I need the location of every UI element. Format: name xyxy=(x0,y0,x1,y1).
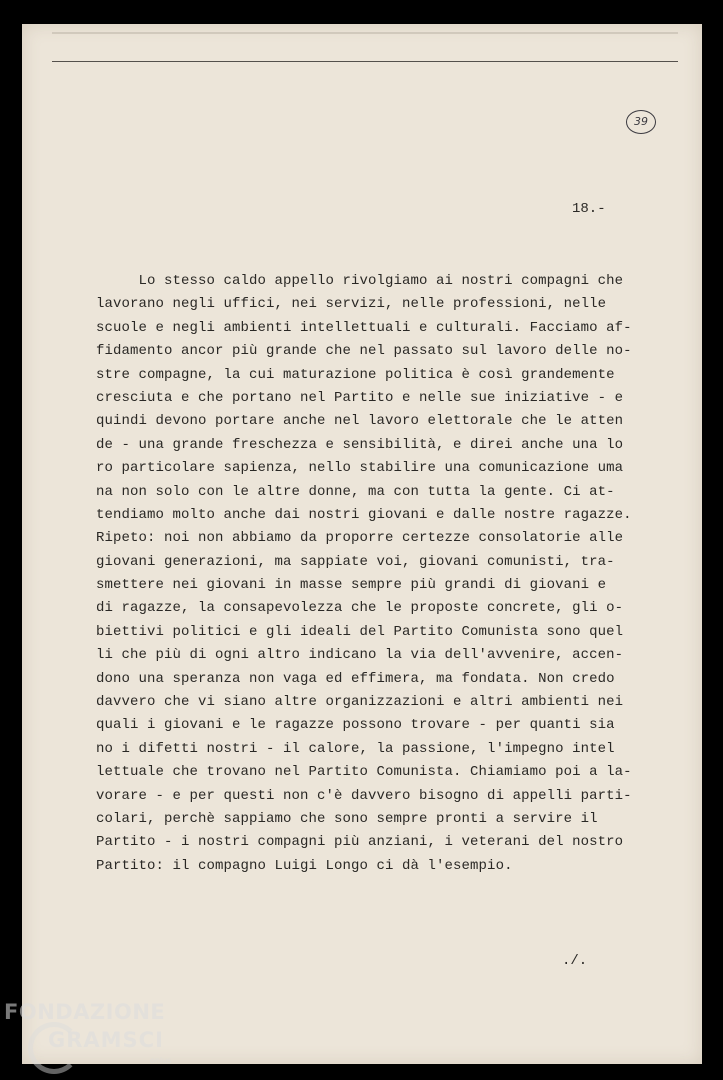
watermark-small-text: onlus xyxy=(150,1056,172,1065)
text-line: no i difetti nostri - il calore, la passione, l'impegno intel xyxy=(96,740,615,757)
text-line: fidamento ancor più grande che nel passato sul lavoro delle no- xyxy=(96,343,632,360)
text-line: smettere nei giovani in masse sempre più grandi di giovani e xyxy=(96,577,607,594)
watermark-line1: FONDAZIONE xyxy=(4,1000,166,1024)
text-line: cresciuta e che portano nel Partito e nelle sue iniziative - e xyxy=(96,389,624,406)
text-line: giovani generazioni, ma sappiate voi, giovani comunisti, tra- xyxy=(96,553,615,570)
text-line: Partito - i nostri compagni più anziani, i veterani del nostro xyxy=(96,834,624,851)
text-line: di ragazze, la consapevolezza che le proposte concrete, gli o- xyxy=(96,600,624,617)
text-line: biettivi politici e gli ideali del Partito Comunista sono quel xyxy=(96,623,624,640)
page-number: 18.- xyxy=(572,201,606,217)
text-line: scuole e negli ambienti intellettuali e culturali. Facciamo af- xyxy=(96,319,632,336)
archive-page-number: 39 xyxy=(626,110,656,134)
continuation-mark: ./. xyxy=(562,953,588,969)
text-line: na non solo con le altre donne, ma con tutta la gente. Ci at- xyxy=(96,483,615,500)
text-line: vorare - e per questi non c'è davvero bisogno di appelli parti- xyxy=(96,787,632,804)
text-line: Partito: il compagno Luigi Longo ci dà l'esempio. xyxy=(96,857,513,874)
typed-text-body xyxy=(96,270,656,878)
text-line: Ripeto: noi non abbiamo da proporre certezze consolatorie alle xyxy=(96,530,624,547)
text-line: lettuale che trovano nel Partito Comunista. Chiamiamo poi a la- xyxy=(96,764,632,781)
text-line: de - una grande freschezza e sensibilità, e direi anche una lo xyxy=(96,436,624,453)
text-line: quindi devono portare anche nel lavoro elettorale che le atten xyxy=(96,413,624,430)
text-line: stre compagne, la cui maturazione politica è così grandemente xyxy=(96,366,615,383)
text-line: davvero che vi siano altre organizzazioni e altri ambienti nei xyxy=(96,694,624,711)
text-line: tendiamo molto anche dai nostri giovani e dalle nostre ragazze. xyxy=(96,506,632,523)
fondazione-gramsci-watermark xyxy=(4,1000,194,1070)
text-line: Lo stesso caldo appello rivolgiamo ai nostri compagni che xyxy=(96,273,624,289)
text-line: lavorano negli uffici, nei servizi, nelle professioni, nelle xyxy=(96,296,607,313)
text-line: dono una speranza non vaga ed effimera, ma fondata. Non credo xyxy=(96,670,615,687)
watermark-line2: GRAMSCI xyxy=(48,1028,164,1052)
text-line: colari, perchè sappiamo che sono sempre pronti a servire il xyxy=(96,810,598,827)
top-faint-rule xyxy=(52,32,678,34)
document-page xyxy=(22,24,702,1064)
text-line: li che più di ogni altro indicano la via dell'avvenire, accen- xyxy=(96,647,624,664)
text-line: quali i giovani e le ragazze possono trovare - per quanti sia xyxy=(96,717,615,734)
top-rule xyxy=(52,61,678,62)
text-line: ro particolare sapienza, nello stabilire una comunicazione uma xyxy=(96,460,624,477)
